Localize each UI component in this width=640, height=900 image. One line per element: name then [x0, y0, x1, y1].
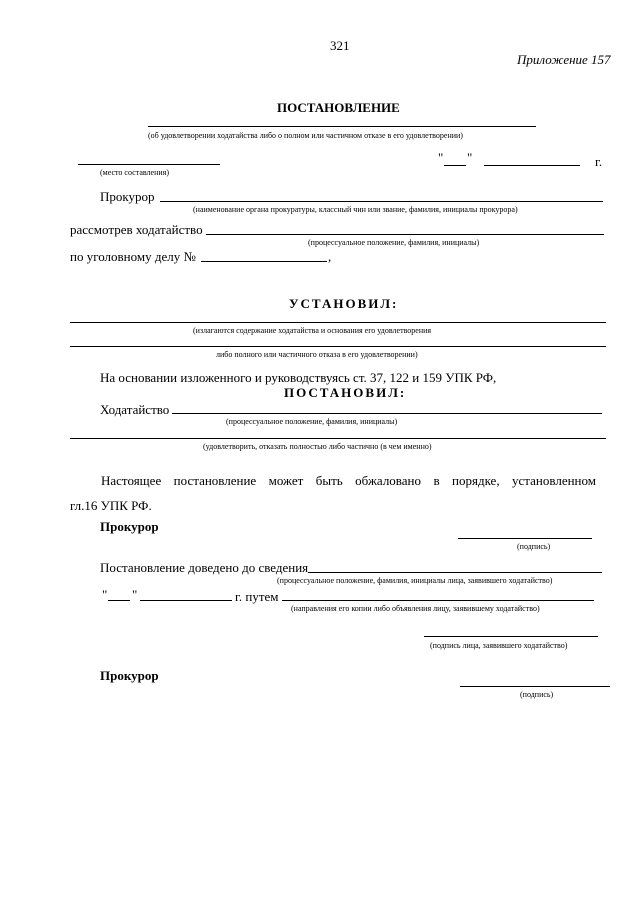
- date-year-suffix: г.: [595, 154, 603, 169]
- date2-quote-close: ": [132, 587, 138, 602]
- applicant-signature-caption: (подпись лица, заявившего ходатайство): [430, 641, 568, 650]
- subtitle-caption: (об удовлетворении ходатайства либо о полном или частичном отказе в его удовлетворении): [148, 131, 463, 140]
- considered-caption: (процессуальное положение, фамилия, инициалы): [308, 238, 480, 247]
- date2-day-line[interactable]: [108, 600, 130, 601]
- appeal-word: Настоящее: [101, 473, 162, 488]
- appeal-word: может: [268, 473, 304, 488]
- appeal-text-line-1: [101, 473, 596, 489]
- place-line[interactable]: [78, 164, 220, 165]
- case-number-line[interactable]: [201, 261, 327, 262]
- appendix-label: Приложение 157: [517, 52, 611, 67]
- notified-line[interactable]: [308, 572, 602, 573]
- established-line-2[interactable]: [70, 346, 606, 347]
- established-heading: УСТАНОВИЛ:: [289, 296, 399, 311]
- appeal-word: постановление: [173, 473, 257, 488]
- considered-label: рассмотрев ходатайство: [70, 222, 203, 237]
- date-day-line[interactable]: [444, 165, 466, 166]
- prosecutor-sign-label-2: Прокурор: [100, 668, 159, 683]
- signature-caption: (подпись): [517, 542, 551, 551]
- signature-caption-2: (подпись): [520, 690, 554, 699]
- signature-line[interactable]: [458, 538, 592, 539]
- document-title: ПОСТАНОВЛЕНИЕ: [277, 100, 400, 115]
- prosecutor-label: Прокурор: [100, 189, 155, 204]
- appeal-word: в: [433, 473, 440, 488]
- place-caption: (место составления): [100, 168, 169, 177]
- appeal-word: быть: [315, 473, 343, 488]
- date2-quote-open: ": [102, 587, 108, 602]
- prosecutor-caption: (наименование органа прокуратуры, классный чин или звание, фамилия, инициалы прокурора): [193, 205, 518, 214]
- date-quote-open: ": [438, 150, 444, 165]
- subtitle-line: [148, 126, 536, 127]
- date2-month-line[interactable]: [140, 600, 232, 601]
- established-line-1[interactable]: [70, 322, 606, 323]
- established-caption-2: либо полного или частичного отказа в его удовлетворении): [216, 350, 418, 359]
- decision-caption: (удовлетворить, отказать полностью либо частично (в чем именно): [203, 442, 432, 451]
- petition-caption: (процессуальное положение, фамилия, инициалы): [226, 417, 398, 426]
- signature-line-2[interactable]: [460, 686, 610, 687]
- case-label: по уголовному делу №: [70, 249, 196, 264]
- applicant-signature-line[interactable]: [424, 636, 598, 637]
- appeal-word: установленном: [512, 473, 596, 488]
- basis-text: На основании изложенного и руководствуясь ст. 37, 122 и 159 УПК РФ,: [100, 370, 497, 385]
- appeal-text-line-2: гл.16 УПК РФ.: [70, 498, 152, 513]
- page-number: 321: [330, 38, 350, 53]
- established-caption-1: (излагаются содержание ходатайства и основания его удовлетворения: [193, 326, 432, 335]
- date-month-line[interactable]: [484, 165, 580, 166]
- appeal-word: порядке,: [452, 473, 500, 488]
- notified-caption: (процессуальное положение, фамилия, инициалы лица, заявившего ходатайство): [277, 576, 553, 585]
- notified-label: Постановление доведено до сведения: [100, 560, 309, 575]
- case-suffix: ,: [328, 249, 332, 264]
- date2-suffix: г. путем: [235, 589, 279, 604]
- prosecutor-sign-label: Прокурор: [100, 519, 159, 534]
- considered-line[interactable]: [206, 234, 604, 235]
- petition-line[interactable]: [172, 413, 602, 414]
- decision-line[interactable]: [70, 438, 606, 439]
- date-quote-close: ": [467, 150, 473, 165]
- method-line[interactable]: [282, 600, 594, 601]
- prosecutor-line[interactable]: [160, 201, 603, 202]
- method-caption: (направления его копии либо объявления лицу, заявившему ходатайство): [291, 604, 540, 613]
- appeal-word: обжаловано: [355, 473, 421, 488]
- decided-heading: ПОСТАНОВИЛ:: [284, 385, 407, 400]
- petition-label: Ходатайство: [100, 402, 170, 417]
